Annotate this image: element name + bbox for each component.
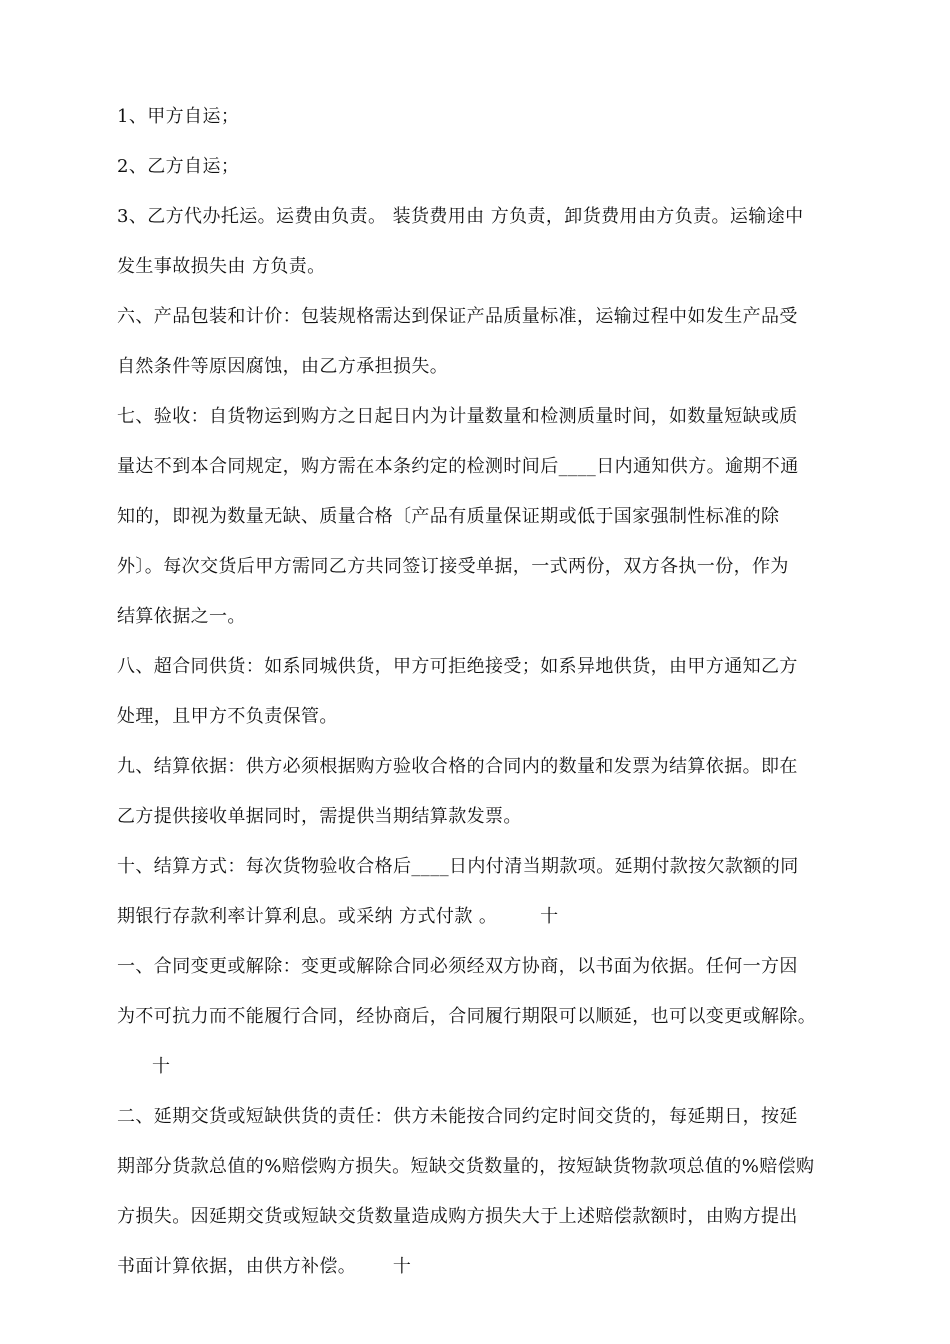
text-line: 二、延期交货或短缺供货的责任：供方未能按合同约定时间交货的，每延期日，按延 bbox=[117, 1106, 798, 1127]
text-line: 外〕。每次交货后甲方需同乙方共同签订接受单据，一式两份，双方各执一份，作为 bbox=[117, 556, 789, 577]
text-line: 结算依据之一。 bbox=[117, 606, 246, 627]
text-line: 期银行存款利率计算利息。或采纳 方式付款 。 十 bbox=[117, 906, 559, 927]
text-line: 书面计算依据，由供方补偿。 十 bbox=[117, 1256, 412, 1277]
text-line: 为不可抗力而不能履行合同，经协商后，合同履行期限可以顺延，也可以变更或解除。 bbox=[117, 1006, 817, 1027]
text-line: 乙方提供接收单据同时，需提供当期结算款发票。 bbox=[117, 806, 522, 827]
text-line: 十、结算方式：每次货物验收合格后____日内付清当期款项。延期付款按欠款额的同 bbox=[117, 856, 799, 877]
text-line: 2、乙方自运； bbox=[117, 156, 240, 177]
text-line: 七、验收：自货物运到购方之日起日内为计量数量和检测质量时间，如数量短缺或质 bbox=[117, 406, 798, 427]
text-line: 一、合同变更或解除：变更或解除合同必须经双方协商，以书面为依据。任何一方因 bbox=[117, 956, 798, 977]
text-line: 3、乙方代办托运。运费由负责。 装货费用由 方负责，卸货费用由方负责。运输途中 bbox=[117, 206, 804, 227]
text-line: 十 bbox=[152, 1056, 171, 1077]
text-line: 期部分货款总值的%赔偿购方损失。短缺交货数量的，按短缺货物款项总值的%赔偿购 bbox=[117, 1156, 815, 1177]
text-line: 1、甲方自运； bbox=[117, 106, 240, 127]
text-line: 发生事故损失由 方负责。 bbox=[117, 256, 326, 277]
text-line: 八、超合同供货：如系同城供货，甲方可拒绝接受；如系异地供货，由甲方通知乙方 bbox=[117, 656, 798, 677]
text-line: 处理，且甲方不负责保管。 bbox=[117, 706, 338, 727]
text-line: 知的，即视为数量无缺、质量合格〔产品有质量保证期或低于国家强制性标准的除 bbox=[117, 506, 780, 527]
text-line: 自然条件等原因腐蚀，由乙方承担损失。 bbox=[117, 356, 449, 377]
text-line: 量达不到本合同规定，购方需在本条约定的检测时间后____日内通知供方。逾期不通 bbox=[117, 456, 799, 477]
text-line: 九、结算依据：供方必须根据购方验收合格的合同内的数量和发票为结算依据。即在 bbox=[117, 756, 798, 777]
text-line: 六、产品包装和计价：包装规格需达到保证产品质量标准，运输过程中如发生产品受 bbox=[117, 306, 798, 327]
text-line: 方损失。因延期交货或短缺交货数量造成购方损失大于上述赔偿款额时，由购方提出 bbox=[117, 1206, 798, 1227]
